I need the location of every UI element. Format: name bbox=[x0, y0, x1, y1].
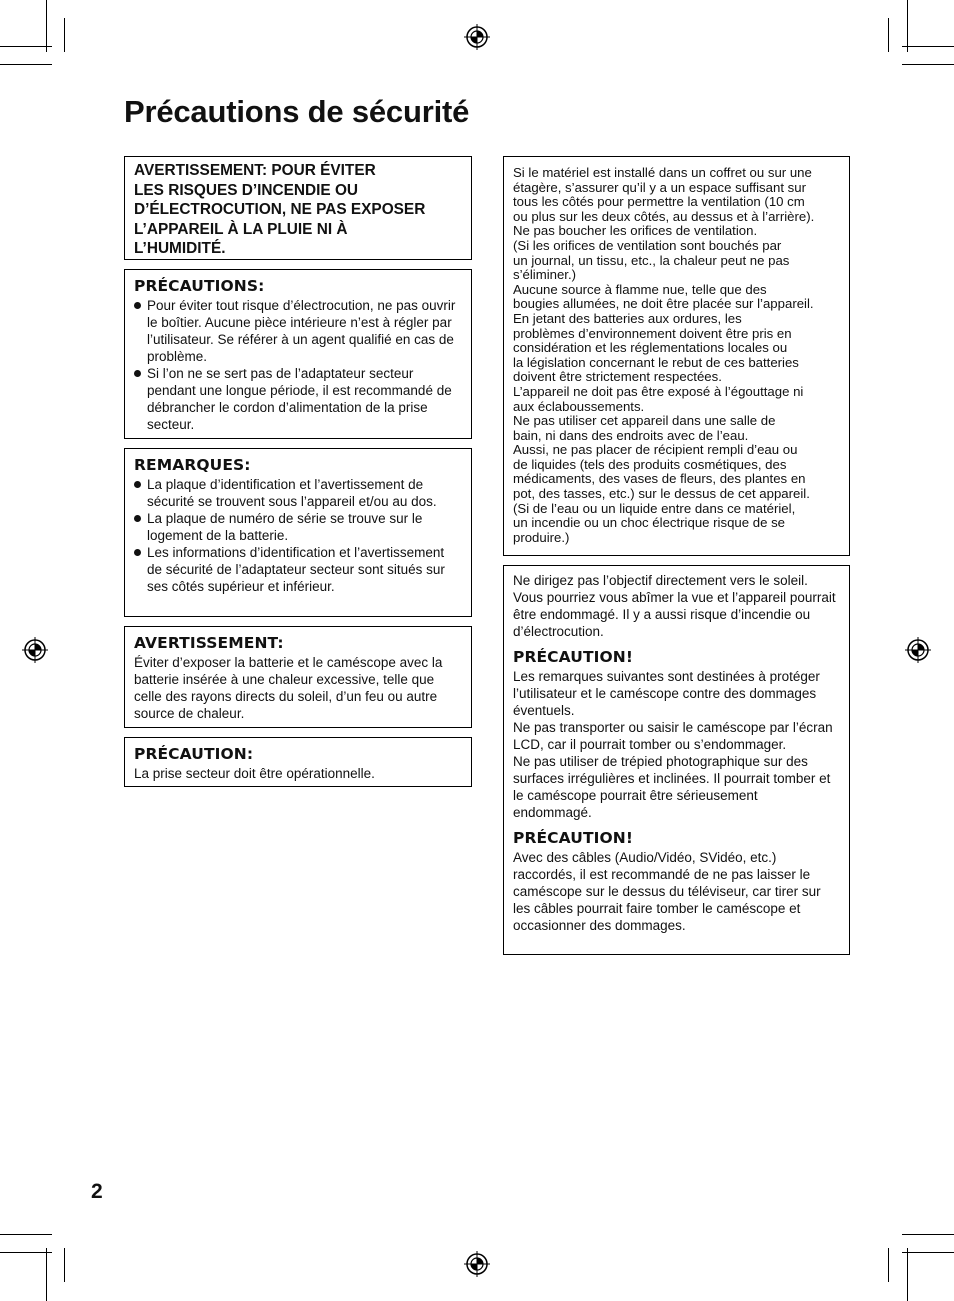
warning-line: L’APPAREIL À LA PLUIE NI À bbox=[134, 220, 348, 238]
bullet-icon bbox=[134, 481, 141, 488]
bullet-icon bbox=[134, 549, 141, 556]
installation-box bbox=[503, 156, 850, 556]
warning-line: AVERTISSEMENT: POUR ÉVITER bbox=[134, 162, 376, 179]
list-item-text: Pour éviter tout risque d’électrocution, ne pas ouvrir le boîtier. Aucune pièce intérieure n’est à régler par l’utilisateur. Se référer à un agent qualifié en cas de problème. bbox=[147, 298, 456, 364]
warning-line: LES RISQUES D’INCENDIE OU bbox=[134, 181, 359, 199]
bullet-icon bbox=[134, 515, 141, 522]
crop-mark bbox=[902, 1252, 954, 1253]
installation-line: Aussi, ne pas placer de récipient rempli d’eau ou bbox=[513, 442, 798, 458]
warning-line: D’ÉLECTROCUTION, NE PAS EXPOSER bbox=[134, 201, 426, 218]
installation-line: ou plus sur les deux côtés, au dessus et à l’arrière). bbox=[513, 208, 815, 224]
page-number: 2 bbox=[91, 1180, 103, 1203]
registration-mark-icon bbox=[905, 637, 931, 663]
crop-mark bbox=[888, 18, 889, 52]
installation-line: problèmes d’environnement doivent être pris en bbox=[513, 325, 792, 341]
warning-box bbox=[124, 156, 472, 260]
crop-mark bbox=[0, 1252, 52, 1253]
page-title: Précautions de sécurité bbox=[124, 94, 470, 129]
installation-line: étagère, s’assurer qu’il y a un espace suffisant sur bbox=[513, 179, 806, 195]
installation-line: un journal, un tissu, etc., la chaleur peut ne pas bbox=[513, 252, 790, 268]
installation-line: pot, des tasses, etc.) sur le dessus de cet appareil. bbox=[513, 486, 810, 502]
installation-line: Ne pas utiliser cet appareil dans une salle de bbox=[513, 413, 776, 429]
avertissement-box bbox=[124, 626, 472, 728]
remarques-heading: REMARQUES: bbox=[134, 456, 251, 474]
precaution-small-box bbox=[124, 737, 472, 787]
installation-line: produire.) bbox=[513, 529, 570, 545]
crop-mark bbox=[64, 18, 65, 52]
remarques-box bbox=[124, 448, 472, 617]
list-item bbox=[134, 297, 462, 365]
installation-line: Si le matériel est installé dans un coffret ou sur une bbox=[513, 165, 812, 180]
bullet-icon bbox=[134, 302, 141, 309]
avertissement-text: Éviter d’exposer la batterie et le caméscope avec la batterie insérée à une chaleur excessive, telle que celle des rayons directs du soleil, d’un feu ou autre source de chaleur. bbox=[134, 655, 443, 721]
list-item bbox=[134, 544, 462, 595]
crop-mark bbox=[0, 1234, 52, 1235]
installation-line: (Si de l’eau ou un liquide entre dans ce matériel, bbox=[513, 500, 796, 516]
installation-line: Ne pas boucher les orifices de ventilation. bbox=[513, 223, 758, 239]
precautions-list bbox=[134, 297, 462, 433]
crop-mark bbox=[46, 1248, 47, 1301]
warning-line: L’HUMIDITÉ. bbox=[134, 240, 226, 257]
precaution-paragraph: Les remarques suivantes sont destinées à protéger l’utilisateur et le caméscope contre des dommages éventuels. bbox=[513, 669, 820, 718]
crop-mark bbox=[902, 46, 954, 47]
installation-line: aux éclaboussements. bbox=[513, 398, 645, 414]
installation-line: la législation concernant le rebut de ces batteries bbox=[513, 354, 799, 370]
list-item-text: Si l’on ne se sert pas de l’adaptateur secteur pendant une longue période, il est recommandé de débrancher le cordon d’alimentation de la prise secteur. bbox=[147, 366, 452, 432]
installation-line: un incendie ou un choc électrique risque de se bbox=[513, 515, 785, 531]
precaution-heading: PRÉCAUTION: bbox=[134, 745, 254, 763]
precaution-heading: PRÉCAUTION! bbox=[513, 829, 634, 847]
avertissement-heading: AVERTISSEMENT: bbox=[134, 634, 284, 652]
sun-warning-text: Ne dirigez pas l’objectif directement vers le soleil. Vous pourriez vous abîmer la vue et l’appareil pourrait être endommagé. Il y a aussi risque d’incendie ou d’électrocution. bbox=[513, 573, 836, 639]
installation-line: s’éliminer.) bbox=[513, 267, 577, 283]
precaution-text: La prise secteur doit être opérationnelle. bbox=[134, 766, 375, 781]
crop-mark bbox=[902, 1234, 954, 1235]
precaution-paragraph: Ne pas transporter ou saisir le caméscope par l’écran LCD, car il pourrait tomber ou s’endommager. bbox=[513, 720, 833, 752]
installation-line: doivent être strictement respectées. bbox=[513, 369, 722, 385]
list-item-text: Les informations d’identification et l’avertissement de sécurité de l’adaptateur secteur sont situés sur ses côtés supérieur et inférieur. bbox=[147, 545, 445, 594]
crop-mark bbox=[0, 46, 52, 47]
list-item bbox=[134, 476, 462, 510]
installation-line: médicaments, des vases de fleurs, des plantes en bbox=[513, 471, 806, 487]
camescope-box bbox=[503, 565, 850, 955]
installation-line: de liquides (tels des produits cosmétiques, des bbox=[513, 456, 787, 472]
installation-line: considération et les réglementations locales ou bbox=[513, 340, 788, 356]
installation-line: Aucune source à flamme nue, telle que des bbox=[513, 281, 767, 297]
precaution-paragraph: Ne pas utiliser de trépied photographique sur des surfaces irrégulières et inclinées. Il pourrait tomber et le caméscope pourrait être sérieusement endommagé. bbox=[513, 754, 831, 820]
installation-line: bain, ni dans des endroits avec de l’eau. bbox=[513, 427, 749, 443]
installation-line: bougies allumées, ne doit être placée sur l’appareil. bbox=[513, 296, 814, 312]
precautions-box bbox=[124, 269, 472, 439]
precaution-heading: PRÉCAUTION! bbox=[513, 648, 634, 666]
installation-line: En jetant des batteries aux ordures, les bbox=[513, 310, 742, 326]
crop-mark bbox=[0, 64, 52, 65]
crop-mark bbox=[907, 0, 908, 52]
precautions-heading: PRÉCAUTIONS: bbox=[134, 277, 265, 295]
list-item bbox=[134, 365, 462, 433]
crop-mark bbox=[64, 1248, 65, 1282]
installation-line: tous les côtés pour permettre la ventilation (10 cm bbox=[513, 194, 805, 210]
crop-mark bbox=[907, 1248, 908, 1301]
installation-line: L’appareil ne doit pas être exposé à l’égouttage ni bbox=[513, 383, 804, 399]
registration-mark-icon bbox=[464, 1251, 490, 1277]
registration-mark-icon bbox=[464, 24, 490, 50]
remarques-list bbox=[134, 476, 462, 595]
registration-mark-icon bbox=[22, 637, 48, 663]
precaution-paragraph: Avec des câbles (Audio/Vidéo, SVidéo, etc.) raccordés, il est recommandé de ne pas laisser le caméscope sur le dessus du téléviseur, car tirer sur les câbles pourrait faire tomber le caméscope et occasionner des dommages. bbox=[513, 850, 821, 933]
list-item-text: La plaque d’identification et l’avertissement de sécurité se trouvent sous l’appareil et/ou au dos. bbox=[147, 477, 437, 509]
installation-line: (Si les orifices de ventilation sont bouchés par bbox=[513, 237, 782, 253]
list-item bbox=[134, 510, 462, 544]
crop-mark bbox=[46, 0, 47, 52]
crop-mark bbox=[888, 1248, 889, 1282]
list-item-text: La plaque de numéro de série se trouve sur le logement de la batterie. bbox=[147, 511, 423, 543]
bullet-icon bbox=[134, 370, 141, 377]
crop-mark bbox=[902, 64, 954, 65]
